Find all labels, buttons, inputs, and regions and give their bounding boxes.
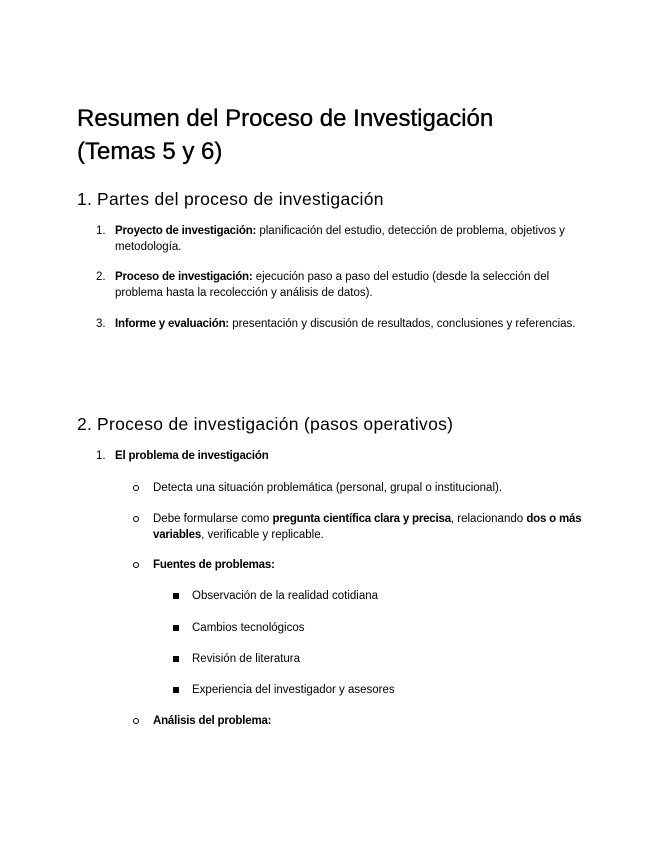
list-item-project (96, 224, 586, 255)
square-bullet-icon (173, 593, 179, 599)
circle-bullet-icon (133, 485, 139, 491)
section-1-heading (77, 188, 384, 210)
square-bullet-icon (173, 656, 179, 662)
bullet-analysis (133, 714, 593, 730)
bullet-text: , relacionando (450, 513, 527, 525)
circle-bullet-icon (133, 718, 139, 724)
bullet-bold-text: dos o más variables (153, 513, 582, 541)
bullet-bold-text: Análisis del problema: (153, 715, 272, 727)
source-text: Observación de la realidad cotidiana (192, 590, 379, 602)
bullet-formulate (133, 512, 593, 543)
list-marker: 3. (96, 318, 106, 330)
bullet-text: , verificable y replicable. (201, 528, 324, 541)
bullet-sources (133, 558, 593, 574)
item-term: Informe y evaluación: (115, 318, 230, 330)
list-item-problem (96, 449, 586, 465)
source-item (173, 652, 573, 668)
item-text: ejecución paso a paso del estudio (desde la selección del problema hasta la recolección y análisis de datos). (115, 271, 550, 299)
bullet-bold-text: pregunta científica clara y precisa (272, 513, 451, 525)
list-marker: 1. (96, 225, 106, 237)
list-item-report (96, 317, 586, 333)
bullet-text: Detecta una situación problemática (personal, grupal o institucional). (153, 482, 503, 494)
source-item (173, 683, 573, 699)
list-marker: 2. (96, 271, 106, 283)
section-1-number: 1. (77, 189, 93, 209)
item-term: El problema de investigación (115, 450, 269, 462)
section-2-number: 2. (77, 414, 93, 434)
section-2-heading (77, 413, 453, 435)
circle-bullet-icon (133, 516, 139, 522)
bullet-text: Debe formularse como (153, 513, 273, 525)
source-item (173, 621, 573, 637)
circle-bullet-icon (133, 562, 139, 568)
item-text: presentación y discusión de resultados, conclusiones y referencias. (229, 318, 576, 330)
source-item (173, 589, 573, 605)
source-text: Experiencia del investigador y asesores (192, 684, 395, 696)
item-text: planificación del estudio, detección de problema, objetivos y metodología. (115, 225, 565, 253)
document-title: Resumen del Proceso de Investigación (Temas 5 y 6) (77, 105, 494, 165)
bullet-bold-text: Fuentes de problemas: (153, 559, 275, 571)
source-text: Cambios tecnológicos (192, 622, 305, 634)
list-marker: 1. (96, 450, 106, 462)
square-bullet-icon (173, 625, 179, 631)
section-2-heading-text: Proceso de investigación (pasos operativos) (97, 414, 454, 434)
source-text: Revisión de literatura (192, 653, 301, 665)
bullet-detect (133, 481, 593, 497)
item-term: Proyecto de investigación: (115, 225, 257, 237)
section-1-heading-text: Partes del proceso de investigación (97, 189, 384, 209)
list-item-process (96, 270, 586, 301)
item-term: Proceso de investigación: (115, 271, 253, 283)
square-bullet-icon (173, 687, 179, 693)
